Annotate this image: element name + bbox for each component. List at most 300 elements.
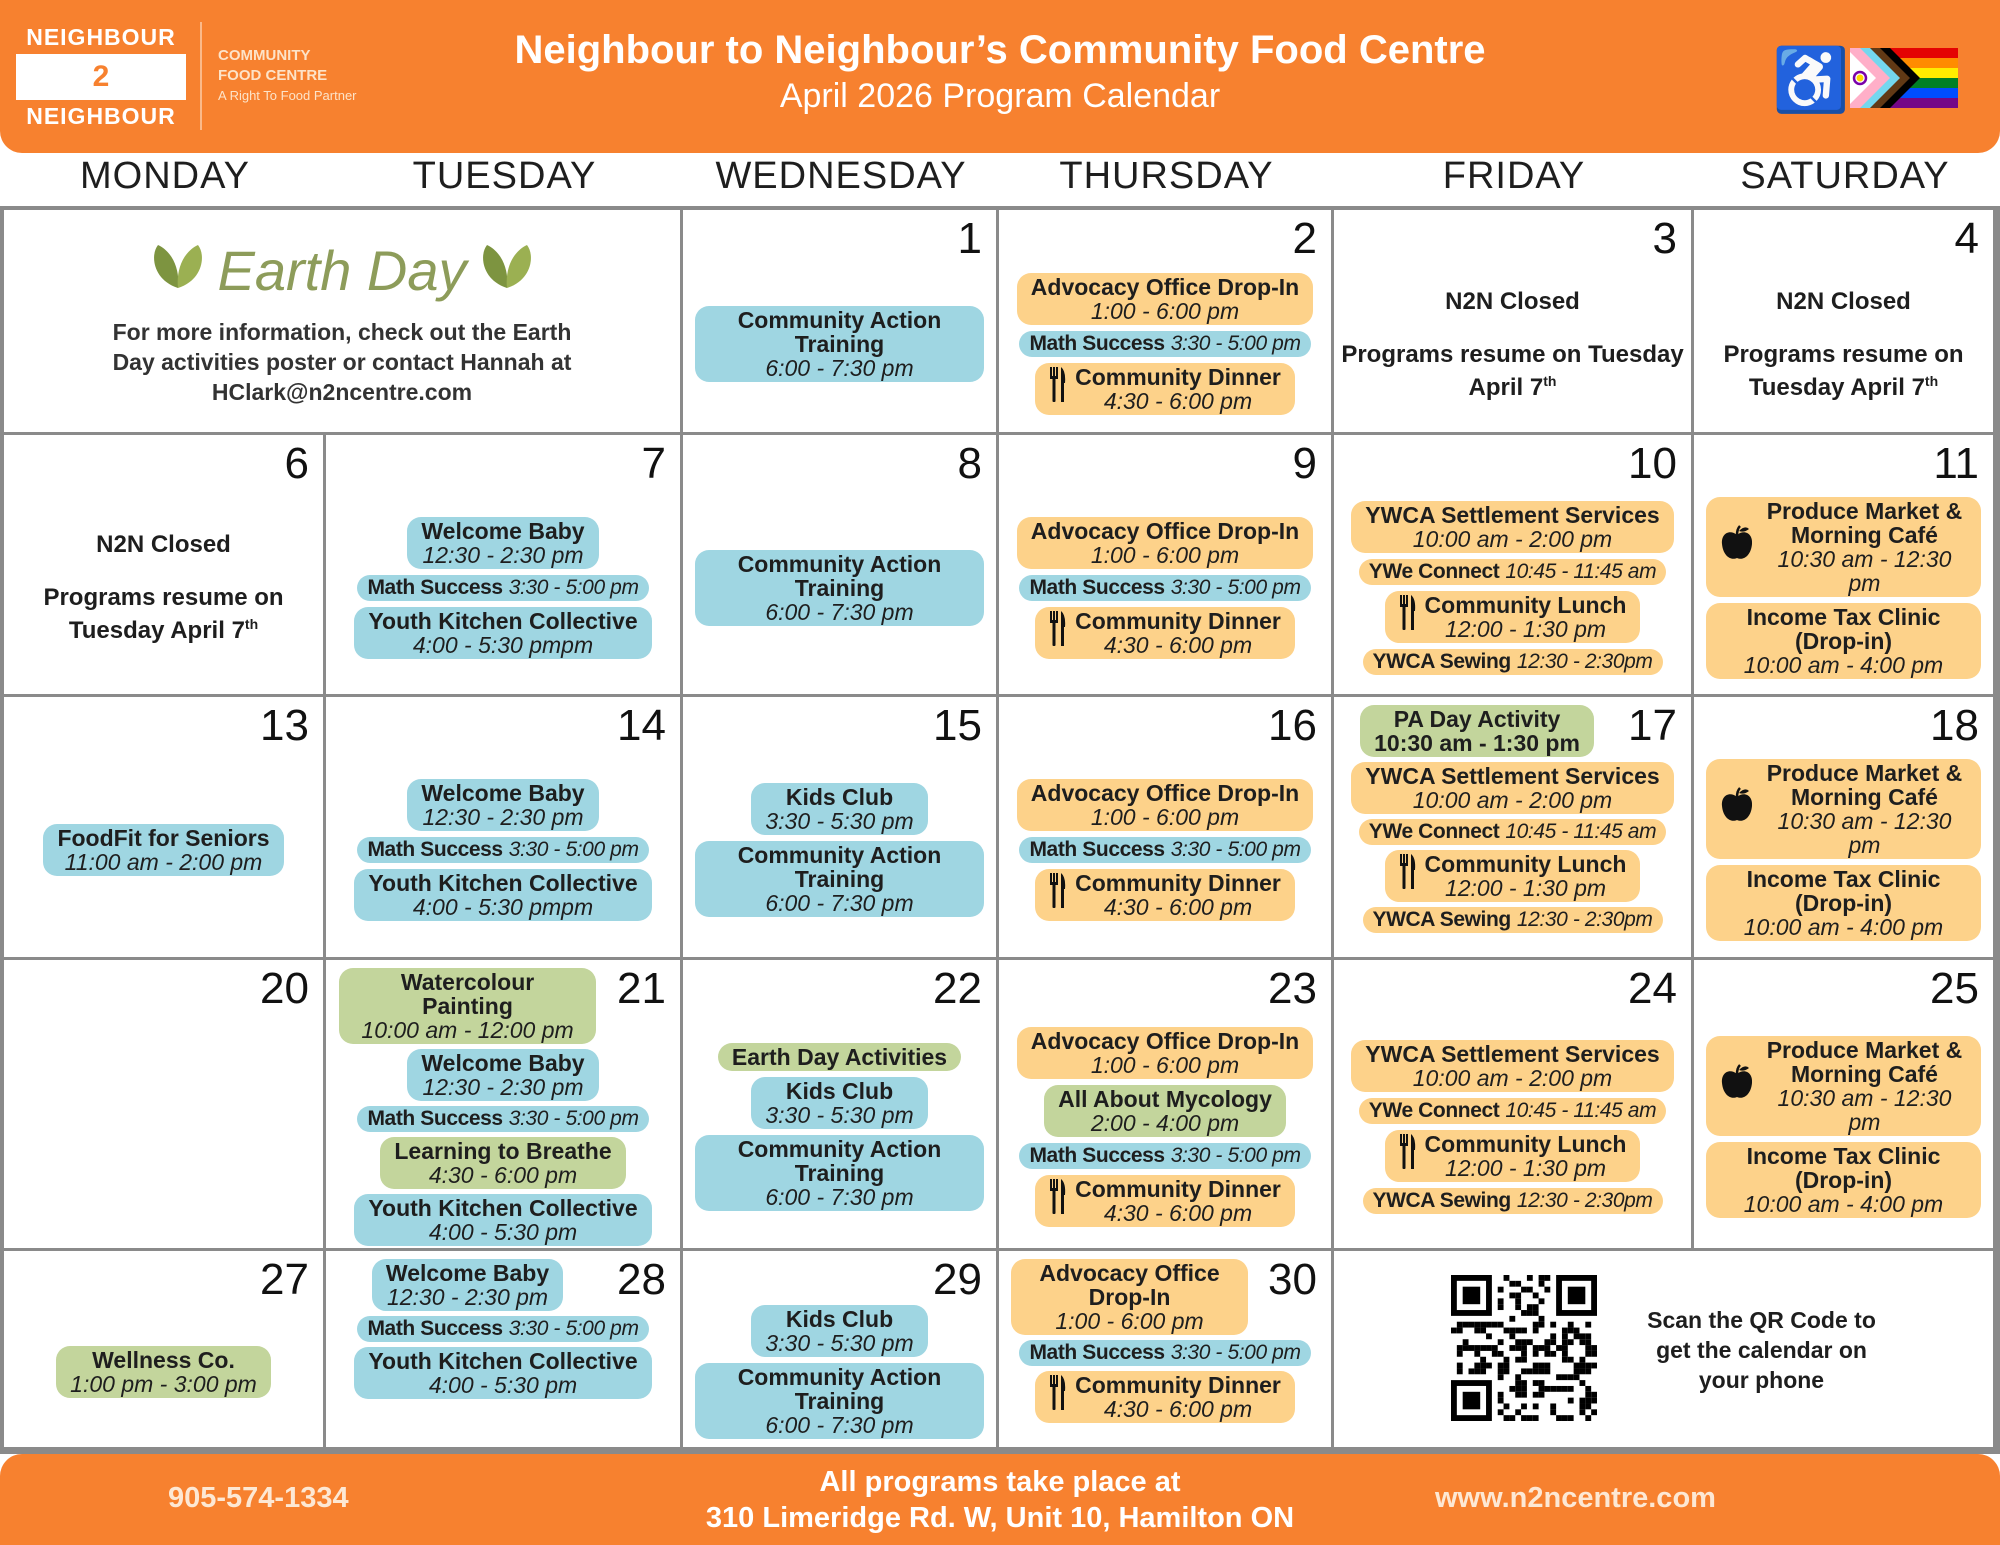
event-time: 3:30 - 5:00 pm xyxy=(1170,838,1301,861)
calendar-day-cell xyxy=(4,210,680,432)
event-title: YWCA Settlement Services xyxy=(1365,501,1660,528)
leaf-icon xyxy=(477,238,537,303)
event-math-success[interactable] xyxy=(1019,837,1310,863)
event-ywca-sewing[interactable] xyxy=(1363,649,1663,675)
day-number: 7 xyxy=(641,439,666,488)
day-number: 6 xyxy=(284,439,309,488)
event-time: 3:30 - 5:00 pm xyxy=(1170,1341,1301,1364)
event-time: 4:30 - 6:00 pm xyxy=(1103,894,1253,920)
apple-icon xyxy=(1720,787,1754,831)
event-time: 3:30 - 5:00 pm xyxy=(508,838,639,861)
weekday-monday: MONDAY xyxy=(80,155,250,197)
fork-knife-icon xyxy=(1049,873,1067,917)
event-time: 4:30 - 6:00 pm xyxy=(1103,388,1253,414)
event-advocacy-office-drop-in[interactable] xyxy=(1017,779,1313,831)
event-title: Welcome Baby xyxy=(421,517,585,544)
weekday-saturday: SATURDAY xyxy=(1740,155,1950,197)
event-math-success[interactable] xyxy=(1019,331,1310,357)
event-math-success[interactable] xyxy=(357,837,648,863)
day-number: 16 xyxy=(1268,701,1317,750)
event-community-dinner[interactable] xyxy=(1035,607,1295,659)
event-title: Welcome Baby xyxy=(421,1050,585,1076)
event-text xyxy=(367,1107,638,1131)
event-community-action-training[interactable] xyxy=(695,1363,984,1439)
event-advocacy-office-drop-in[interactable] xyxy=(1011,1259,1247,1335)
event-ywca-settlement-services[interactable] xyxy=(1351,1040,1673,1092)
event-text xyxy=(1373,1189,1653,1213)
event-time: 1:00 pm - 3:00 pm xyxy=(70,1371,257,1397)
event-income-tax-clinic-drop-in[interactable] xyxy=(1706,603,1982,679)
calendar-day-cell xyxy=(999,210,1331,432)
resume-note: Programs resume on Tuesday April 7th xyxy=(1723,340,1964,401)
weekday-friday: FRIDAY xyxy=(1442,155,1586,197)
event-title: YWe Connect xyxy=(1368,559,1500,583)
calendar-day-cell xyxy=(683,435,996,694)
event-time: 3:30 - 5:00 pm xyxy=(1170,1144,1301,1167)
day-number: 3 xyxy=(1652,214,1677,263)
fork-knife-icon xyxy=(1049,1179,1067,1223)
logo-sub-1: COMMUNITY xyxy=(218,47,311,64)
event-time: 10:30 am - 12:30 pm xyxy=(1777,1085,1952,1135)
day-number: 21 xyxy=(617,964,666,1013)
event-title: Produce Market & Morning Café xyxy=(1766,497,1963,548)
closed-label: N2N Closed xyxy=(1776,287,1911,315)
logo-divider xyxy=(200,22,202,130)
event-title: Community Action Training xyxy=(737,550,942,601)
calendar-day-cell xyxy=(1334,210,1691,432)
event-title: Youth Kitchen Collective xyxy=(368,1348,638,1374)
event-text xyxy=(57,826,269,874)
day-number: 28 xyxy=(617,1255,666,1304)
event-title: Income Tax Clinic (Drop-in) xyxy=(1746,866,1941,916)
event-title: Math Success xyxy=(1029,1144,1165,1167)
event-time: 4:00 - 5:30 pm xyxy=(428,1372,578,1398)
event-title: Advocacy Office Drop-In xyxy=(1030,517,1300,544)
event-text xyxy=(1720,867,1968,939)
event-text xyxy=(1369,820,1656,844)
fork-knife-icon xyxy=(1049,1375,1067,1419)
event-ywe-connect[interactable] xyxy=(1359,1098,1666,1124)
calendar-day-cell xyxy=(683,1251,996,1447)
event-earth-day-activities[interactable] xyxy=(718,1043,961,1071)
event-text xyxy=(1425,593,1627,641)
calendar-day-cell xyxy=(999,1251,1331,1447)
event-title: Math Success xyxy=(1029,1341,1165,1364)
logo-sub-2: FOOD CENTRE xyxy=(218,67,328,84)
qr-instructions: Scan the QR Code to get the calendar on your phone xyxy=(1647,1307,1876,1393)
day-number: 15 xyxy=(933,701,982,750)
event-text xyxy=(368,871,637,919)
phone-number[interactable]: 905-574-1334 xyxy=(168,1482,349,1514)
event-text xyxy=(765,1307,913,1355)
closed-label: N2N Closed xyxy=(1445,287,1580,315)
event-title: Advocacy Office Drop-In xyxy=(1030,274,1300,300)
event-text xyxy=(1029,838,1300,862)
calendar-day-cell xyxy=(326,960,680,1248)
event-title: YWCA Sewing xyxy=(1372,649,1511,673)
page-subtitle: April 2026 Program Calendar xyxy=(779,77,1221,115)
event-time: 1:00 - 6:00 pm xyxy=(1090,298,1240,324)
calendar-grid xyxy=(0,206,2000,1454)
event-text xyxy=(1365,503,1659,551)
event-title: YWCA Sewing xyxy=(1372,908,1511,931)
event-title: Community Lunch xyxy=(1424,851,1627,877)
event-math-success[interactable] xyxy=(357,1316,648,1342)
event-ywca-settlement-services[interactable] xyxy=(1351,762,1673,814)
event-title: Advocacy Office Drop-In xyxy=(1030,1028,1300,1054)
event-community-action-training[interactable] xyxy=(695,550,984,626)
event-time: 10:00 am - 2:00 pm xyxy=(1412,787,1613,813)
event-wellness-co[interactable] xyxy=(56,1346,271,1398)
event-title: YWe Connect xyxy=(1368,1099,1500,1122)
event-text xyxy=(1425,1132,1627,1180)
event-welcome-baby[interactable] xyxy=(407,517,598,569)
event-text xyxy=(1075,1373,1281,1421)
event-title: Community Action Training xyxy=(737,842,942,892)
event-title: Community Lunch xyxy=(1424,591,1627,618)
ordinal-suffix: th xyxy=(1543,372,1557,389)
event-time: 3:30 - 5:30 pm xyxy=(765,1330,914,1356)
event-time: 12:30 - 2:30 pm xyxy=(422,541,584,568)
leaf-icon xyxy=(148,238,208,303)
event-time: 4:30 - 6:00 pm xyxy=(1103,631,1253,658)
event-text xyxy=(421,519,584,567)
event-title: Math Success xyxy=(367,838,503,861)
closed-notice xyxy=(1700,288,1987,401)
event-title: Youth Kitchen Collective xyxy=(368,870,638,896)
event-title: PA Day Activity xyxy=(1393,706,1561,732)
event-title: Community Dinner xyxy=(1075,870,1281,896)
qr-code[interactable] xyxy=(1451,1275,1597,1426)
event-text xyxy=(709,843,970,915)
event-title: YWCA Settlement Services xyxy=(1365,1041,1660,1067)
page-title: Neighbour to Neighbour’s Community Food Centre xyxy=(514,28,1486,72)
event-produce-market-morning-caf[interactable] xyxy=(1706,759,1982,859)
event-title: Math Success xyxy=(367,575,503,599)
event-time: 3:30 - 5:00 pm xyxy=(508,575,639,599)
event-time: 3:30 - 5:00 pm xyxy=(1170,332,1301,355)
event-title: Community Dinner xyxy=(1075,607,1281,634)
event-text xyxy=(421,781,584,829)
fork-knife-icon xyxy=(1049,611,1067,655)
event-ywca-settlement-services[interactable] xyxy=(1351,501,1673,553)
apple-icon xyxy=(1720,525,1754,569)
day-number: 24 xyxy=(1628,964,1677,1013)
fork-knife-icon xyxy=(1399,1134,1417,1178)
event-youth-kitchen-collective[interactable] xyxy=(354,607,651,659)
event-advocacy-office-drop-in[interactable] xyxy=(1017,517,1313,569)
event-title: Community Dinner xyxy=(1075,364,1281,390)
event-text xyxy=(1031,275,1299,323)
event-title: Math Success xyxy=(1029,332,1165,355)
event-time: 2:00 - 4:00 pm xyxy=(1090,1110,1240,1136)
event-text xyxy=(386,1261,549,1309)
event-title: Kids Club xyxy=(785,784,894,810)
event-community-lunch[interactable] xyxy=(1385,1130,1641,1182)
event-title: Community Action Training xyxy=(737,1364,942,1414)
day-number: 1 xyxy=(957,214,982,263)
event-math-success[interactable] xyxy=(1019,575,1310,601)
event-time: 1:00 - 6:00 pm xyxy=(1090,541,1240,568)
event-text xyxy=(421,1051,584,1099)
earth-day-title xyxy=(10,238,674,303)
calendar-day-cell xyxy=(1694,697,1993,957)
event-youth-kitchen-collective[interactable] xyxy=(354,1194,651,1246)
event-title: Math Success xyxy=(367,1107,503,1130)
footer-banner xyxy=(0,1454,2000,1545)
event-time: 10:00 am - 4:00 pm xyxy=(1743,914,1944,940)
event-title: Income Tax Clinic (Drop-in) xyxy=(1746,1143,1941,1193)
calendar-day-cell xyxy=(4,960,323,1248)
event-text xyxy=(1075,609,1281,657)
event-math-success[interactable] xyxy=(357,1106,648,1132)
event-text xyxy=(1075,871,1281,919)
event-all-about-mycology[interactable] xyxy=(1044,1085,1286,1137)
event-title: Youth Kitchen Collective xyxy=(368,607,638,634)
event-title: Youth Kitchen Collective xyxy=(368,1195,638,1221)
event-text xyxy=(368,609,637,657)
event-community-dinner[interactable] xyxy=(1035,869,1295,921)
event-text xyxy=(1365,1042,1659,1090)
event-time: 12:30 - 2:30 pm xyxy=(386,1284,549,1310)
event-title: Math Success xyxy=(1029,838,1165,861)
earth-day-notice xyxy=(10,238,674,407)
weekday-wednesday: WEDNESDAY xyxy=(715,155,967,197)
event-time: 1:00 - 6:00 pm xyxy=(1090,1052,1240,1078)
event-text xyxy=(1029,332,1300,356)
event-text xyxy=(70,1348,257,1396)
event-title: Income Tax Clinic (Drop-in) xyxy=(1746,603,1941,654)
event-math-success[interactable] xyxy=(1019,1340,1310,1366)
calendar-day-cell xyxy=(999,697,1331,957)
event-text xyxy=(394,1139,611,1187)
calendar-day-cell xyxy=(683,697,996,957)
event-text xyxy=(1373,908,1653,932)
fork-knife-icon xyxy=(1399,854,1417,898)
event-community-dinner[interactable] xyxy=(1035,1175,1295,1227)
event-time: 6:00 - 7:30 pm xyxy=(765,355,914,381)
event-title: All About Mycology xyxy=(1058,1086,1272,1112)
event-title: Kids Club xyxy=(785,1306,894,1332)
earth-day-heading: Earth Day xyxy=(217,238,467,302)
day-number: 29 xyxy=(933,1255,982,1304)
day-number: 30 xyxy=(1268,1255,1317,1304)
event-produce-market-morning-caf[interactable] xyxy=(1706,1036,1982,1136)
event-text xyxy=(353,970,582,1042)
weekday-thursday: THURSDAY xyxy=(1059,155,1274,197)
apple-icon xyxy=(1720,1064,1754,1108)
calendar-day-cell xyxy=(4,435,323,694)
event-title: YWe Connect xyxy=(1368,820,1500,843)
website-link[interactable]: www.n2ncentre.com xyxy=(1435,1482,1716,1514)
event-time: 10:45 - 11:45 am xyxy=(1505,820,1657,843)
event-text xyxy=(1029,576,1300,600)
day-number: 10 xyxy=(1628,439,1677,488)
calendar-day-cell xyxy=(683,210,996,432)
event-welcome-baby[interactable] xyxy=(407,779,598,831)
resume-note: Programs resume on Tuesday April 7th xyxy=(1341,340,1684,401)
event-ywca-sewing[interactable] xyxy=(1363,1188,1663,1214)
ordinal-suffix: th xyxy=(244,616,259,632)
event-time: 6:00 - 7:30 pm xyxy=(765,598,914,625)
event-kids-club[interactable] xyxy=(751,1305,927,1357)
event-foodfit-for-seniors[interactable] xyxy=(43,824,283,876)
event-time: 10:30 am - 12:30 pm xyxy=(1777,808,1952,858)
accessibility-icon: ♿ xyxy=(1772,46,1850,115)
event-text xyxy=(709,308,970,380)
event-title: YWCA Settlement Services xyxy=(1365,763,1660,789)
weekday-tuesday: TUESDAY xyxy=(412,155,597,197)
calendar-day-cell xyxy=(683,960,996,1248)
event-kids-club[interactable] xyxy=(751,783,927,835)
event-title: Advocacy Office Drop-In xyxy=(1030,780,1300,806)
calendar-day-cell xyxy=(1694,960,1993,1248)
event-time: 6:00 - 7:30 pm xyxy=(765,890,914,916)
event-community-dinner[interactable] xyxy=(1035,363,1295,415)
event-text xyxy=(1029,1341,1300,1365)
logo-subtitle xyxy=(218,46,357,106)
ordinal-suffix: th xyxy=(1924,372,1939,389)
fork-knife-icon xyxy=(1049,367,1067,411)
day-number: 25 xyxy=(1930,964,1979,1013)
event-title: Welcome Baby xyxy=(385,1260,550,1286)
event-title: Produce Market & Morning Café xyxy=(1766,760,1963,810)
logo-text-top: NEIGHBOUR xyxy=(26,24,176,50)
event-time: 4:00 - 5:30 pmpm xyxy=(412,894,594,920)
event-watercolour-painting[interactable] xyxy=(339,968,596,1044)
event-title: Produce Market & Morning Café xyxy=(1766,1037,1963,1087)
event-text xyxy=(368,1349,637,1397)
event-advocacy-office-drop-in[interactable] xyxy=(1017,1027,1313,1079)
event-youth-kitchen-collective[interactable] xyxy=(354,1347,651,1399)
event-text xyxy=(1425,852,1627,900)
event-time: 12:30 - 2:30 pm xyxy=(422,804,584,830)
event-ywe-connect[interactable] xyxy=(1359,559,1666,585)
event-income-tax-clinic-drop-in[interactable] xyxy=(1706,1142,1982,1218)
event-text xyxy=(367,1317,638,1341)
event-text xyxy=(1369,1099,1656,1123)
address-block xyxy=(600,1464,1400,1536)
event-text xyxy=(1720,605,1968,677)
event-math-success[interactable] xyxy=(357,575,648,601)
event-time: 4:00 - 5:30 pm xyxy=(428,1219,578,1245)
event-community-action-training[interactable] xyxy=(695,841,984,917)
event-community-action-training[interactable] xyxy=(695,1135,984,1211)
event-time: 10:45 - 11:45 am xyxy=(1505,559,1657,583)
event-time: 1:00 - 6:00 pm xyxy=(1055,1308,1204,1334)
event-title: Welcome Baby xyxy=(421,780,585,806)
day-number: 22 xyxy=(933,964,982,1013)
event-text xyxy=(1031,781,1299,829)
event-title: Math Success xyxy=(367,1317,503,1340)
header-banner xyxy=(0,0,2000,153)
address-line-2: 310 Limeridge Rd. W, Unit 10, Hamilton ON xyxy=(705,1502,1295,1534)
event-ywca-sewing[interactable] xyxy=(1363,907,1663,933)
event-title: Wellness Co. xyxy=(92,1347,235,1373)
day-number: 18 xyxy=(1930,701,1979,750)
event-welcome-baby[interactable] xyxy=(372,1259,563,1311)
event-text xyxy=(1374,707,1580,755)
event-time: 10:30 am - 12:30 pm xyxy=(1777,545,1952,596)
event-produce-market-morning-caf[interactable] xyxy=(1706,497,1982,597)
event-youth-kitchen-collective[interactable] xyxy=(354,869,651,921)
event-text xyxy=(1720,1144,1968,1216)
event-learning-to-breathe[interactable] xyxy=(380,1137,625,1189)
event-title: Watercolour Painting xyxy=(400,969,535,1019)
logo-sub-3: A Right To Food Partner xyxy=(218,88,357,103)
event-text xyxy=(1075,1177,1281,1225)
event-text xyxy=(709,1365,970,1437)
event-title: Community Dinner xyxy=(1075,1372,1281,1398)
event-kids-club[interactable] xyxy=(751,1077,927,1129)
n2n-logo xyxy=(16,24,186,130)
event-text xyxy=(709,552,970,624)
event-text xyxy=(1369,560,1656,584)
resume-note: Programs resume on Tuesday April 7th xyxy=(43,584,284,644)
event-community-lunch[interactable] xyxy=(1385,591,1641,643)
day-number: 17 xyxy=(1628,701,1677,750)
event-time: 3:30 - 5:00 pm xyxy=(508,1317,639,1340)
event-text xyxy=(1365,764,1659,812)
calendar-day-cell xyxy=(4,697,323,957)
event-title: Community Action Training xyxy=(737,1136,942,1186)
event-text xyxy=(367,838,638,862)
calendar-day-cell xyxy=(4,1251,323,1447)
closed-notice xyxy=(1340,288,1685,401)
event-time: 12:00 - 1:30 pm xyxy=(1444,1155,1607,1181)
event-text xyxy=(1058,1087,1272,1135)
event-time: 10:00 am - 2:00 pm xyxy=(1412,1065,1613,1091)
event-math-success[interactable] xyxy=(1019,1143,1310,1169)
event-ywe-connect[interactable] xyxy=(1359,819,1666,845)
day-number: 13 xyxy=(260,701,309,750)
event-time: 12:30 - 2:30pm xyxy=(1516,649,1653,673)
event-text xyxy=(765,785,913,833)
event-text xyxy=(765,1079,913,1127)
day-number: 27 xyxy=(260,1255,309,1304)
closed-notice xyxy=(10,531,317,644)
event-time: 12:30 - 2:30pm xyxy=(1516,1189,1653,1212)
day-number: 23 xyxy=(1268,964,1317,1013)
event-text xyxy=(1075,365,1281,413)
event-time: 4:30 - 6:00 pm xyxy=(428,1162,578,1188)
logo-text-bottom: NEIGHBOUR xyxy=(26,103,176,129)
calendar-day-cell xyxy=(999,960,1331,1248)
event-text xyxy=(368,1196,637,1244)
event-time: 10:45 - 11:45 am xyxy=(1505,1099,1657,1122)
event-time: 12:00 - 1:30 pm xyxy=(1444,615,1607,642)
event-time: 11:00 am - 2:00 pm xyxy=(64,849,263,875)
day-number: 2 xyxy=(1292,214,1317,263)
event-title: Kids Club xyxy=(785,1078,894,1104)
event-title: Community Action Training xyxy=(737,307,942,357)
event-text xyxy=(367,576,638,600)
pride-flag-icon xyxy=(1850,48,1958,108)
earth-day-info: For more information, check out the Earth Day activities poster or contact Hannah at HClark@n2ncentre.com xyxy=(112,318,572,405)
event-income-tax-clinic-drop-in[interactable] xyxy=(1706,865,1982,941)
event-pa-day-activity[interactable] xyxy=(1360,705,1594,757)
day-number: 11 xyxy=(1933,439,1979,488)
event-time: 3:30 - 5:30 pm xyxy=(765,808,914,834)
event-time: 12:00 - 1:30 pm xyxy=(1444,875,1607,901)
day-number: 9 xyxy=(1292,439,1317,488)
event-community-lunch[interactable] xyxy=(1385,850,1641,902)
event-text xyxy=(1373,650,1653,674)
event-community-action-training[interactable] xyxy=(695,306,984,382)
event-advocacy-office-drop-in[interactable] xyxy=(1017,273,1313,325)
event-community-dinner[interactable] xyxy=(1035,1371,1295,1423)
event-welcome-baby[interactable] xyxy=(407,1049,598,1101)
